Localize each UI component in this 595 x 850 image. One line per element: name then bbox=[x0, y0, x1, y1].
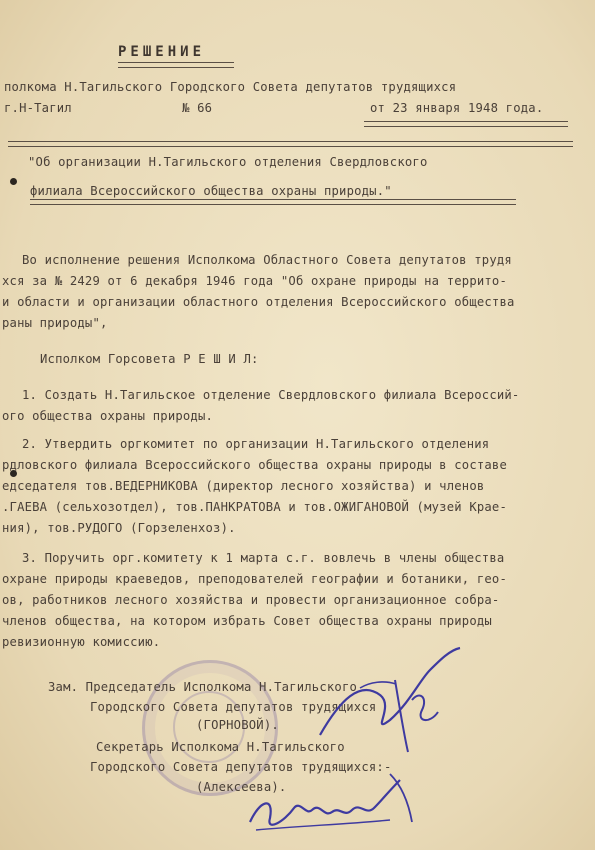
secretary-title-line-2: Городского Совета депутатов трудящихся:- bbox=[90, 760, 392, 774]
preamble-line: хся за № 2429 от 6 декабря 1946 года "Об охране природы на террито- bbox=[2, 274, 508, 288]
item-1-line: 1. Создать Н.Тагильское отделение Свердловского филиала Всероссий- bbox=[22, 388, 520, 402]
header-city: г.Н-Тагил bbox=[4, 101, 72, 115]
chair-signature bbox=[300, 640, 470, 760]
subject-line-1: "Об организации Н.Тагильского отделения Свердловского bbox=[28, 155, 428, 169]
item-3-line: ревизионную комиссию. bbox=[2, 635, 161, 649]
preamble-line: Во исполнение решения Исполкома Областного Совета депутатов трудя bbox=[22, 253, 512, 267]
secretary-title-line-1: Секретарь Исполкома Н.Тагильского bbox=[96, 740, 345, 754]
item-2-line: 2. Утвердить оргкомитет по организации Н.Тагильского отделения bbox=[22, 437, 490, 451]
chair-name: (ГОРНОВОЙ). bbox=[196, 718, 279, 732]
item-2-line: едседателя тов.ВЕДЕРНИКОВА (директор лесного хозяйства) и членов bbox=[2, 479, 485, 493]
punch-hole bbox=[10, 178, 17, 185]
secretary-name: (Алексеева). bbox=[196, 780, 287, 794]
header-divider bbox=[8, 141, 573, 147]
item-1-line: ого общества охраны природы. bbox=[2, 409, 214, 423]
chair-title-line-1: Зам. Председатель Исполкома Н.Тагильского bbox=[48, 680, 358, 694]
subject-underline bbox=[30, 199, 516, 205]
item-3-line: членов общества, на котором избрать Совет общества охраны природы bbox=[2, 614, 492, 628]
heading-underline bbox=[118, 62, 234, 68]
preamble-line: и области и организации областного отделения Всероссийского общества bbox=[2, 295, 515, 309]
header-date: от 23 января 1948 года. bbox=[370, 101, 544, 115]
subject-line-2: филиала Всероссийского общества охраны природы." bbox=[30, 184, 392, 198]
item-3-line: охране природы краеведов, преподователей географии и ботаники, гео- bbox=[2, 572, 508, 586]
chair-title-line-2: Городского Совета депутатов трудящихся bbox=[90, 700, 377, 714]
item-3-line: 3. Поручить орг.комитету к 1 марта с.г. вовлечь в члены общества bbox=[22, 551, 505, 565]
item-3-line: ов, работников лесного хозяйства и провести организационное собра- bbox=[2, 593, 500, 607]
resolves-line: Исполком Горсовета Р Е Ш И Л: bbox=[40, 352, 259, 366]
document-heading: РЕШЕНИЕ bbox=[118, 44, 206, 60]
date-underline bbox=[364, 121, 568, 127]
preamble-line: раны природы", bbox=[2, 316, 108, 330]
item-2-line: ния), тов.РУДОГО (Горзеленхоз). bbox=[2, 521, 236, 535]
header-number: № 66 bbox=[182, 101, 213, 115]
item-2-line: .ГАЕВА (сельхозотдел), тов.ПАНКРАТОВА и тов.ОЖИГАНОВОЙ (музей Крае- bbox=[2, 500, 508, 514]
secretary-signature bbox=[240, 760, 440, 840]
header-line-1: полкома Н.Тагильского Городского Совета депутатов трудящихся bbox=[4, 80, 457, 94]
item-2-line: рдловского филиала Всероссийского общества охраны природы в составе bbox=[2, 458, 508, 472]
